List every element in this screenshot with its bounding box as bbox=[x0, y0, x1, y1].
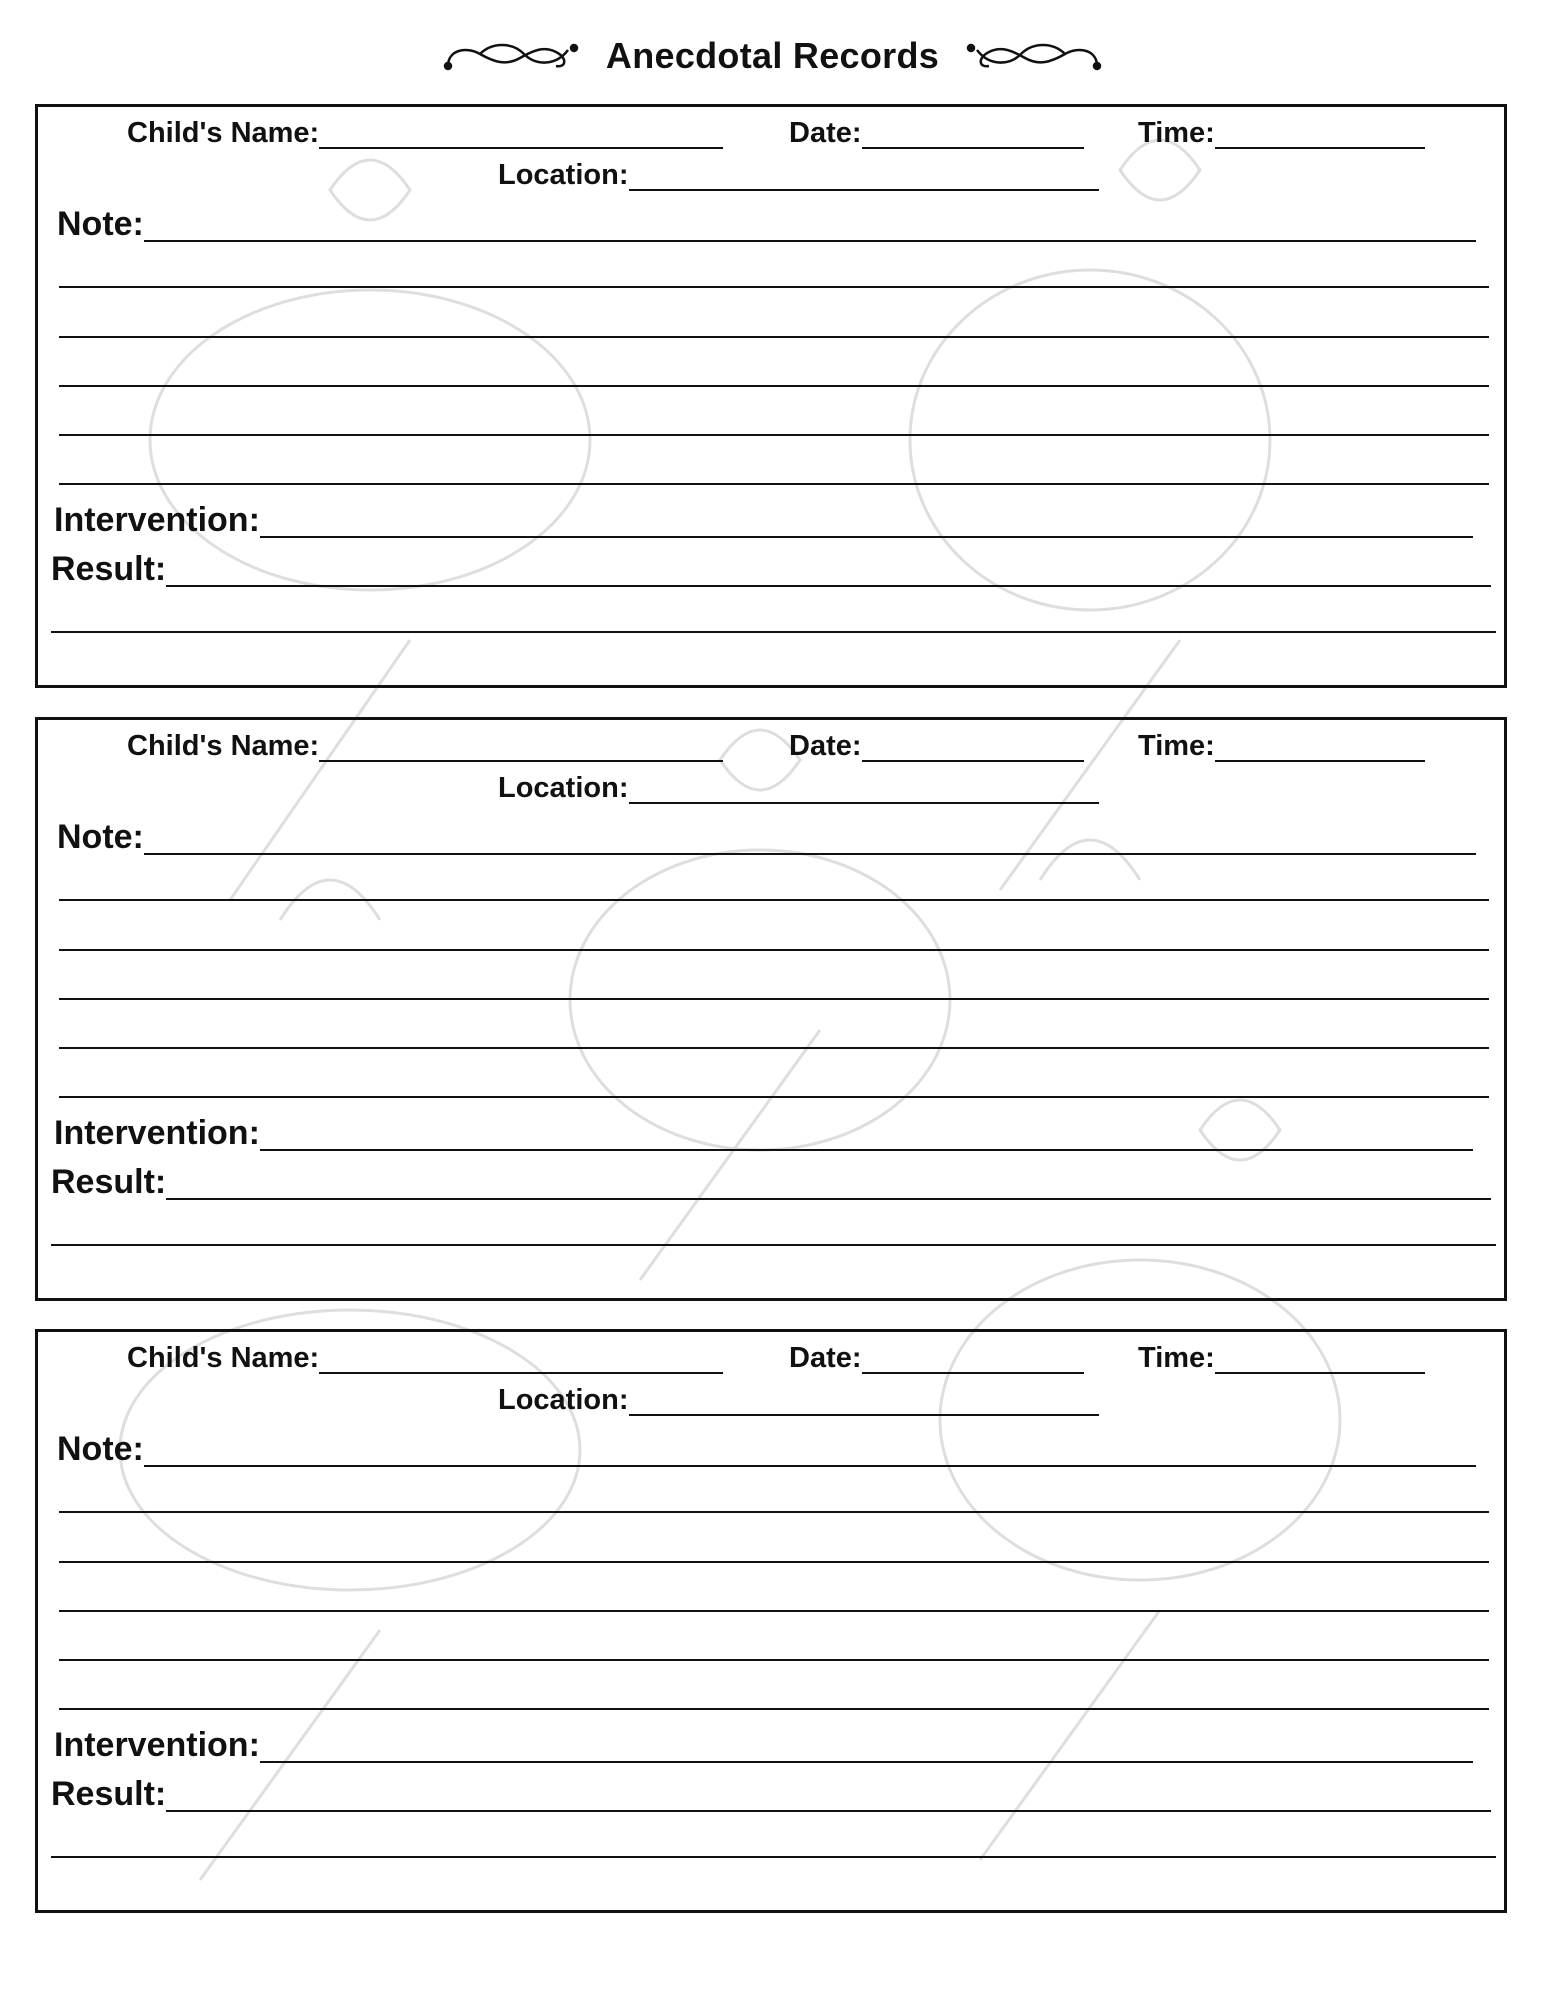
date-field[interactable] bbox=[862, 1372, 1084, 1374]
date-field[interactable] bbox=[862, 760, 1084, 762]
result-line[interactable] bbox=[51, 631, 1496, 633]
intervention-field[interactable] bbox=[260, 1149, 1473, 1151]
result-label: Result: bbox=[51, 550, 167, 588]
location-field[interactable] bbox=[629, 802, 1099, 804]
location-field[interactable] bbox=[629, 1414, 1099, 1416]
note-line[interactable] bbox=[59, 434, 1489, 436]
note-line[interactable] bbox=[59, 949, 1489, 951]
intervention-field[interactable] bbox=[260, 1761, 1473, 1763]
time-field[interactable] bbox=[1215, 1372, 1425, 1374]
location-label: Location: bbox=[498, 1384, 629, 1416]
note-line[interactable] bbox=[59, 899, 1489, 901]
note-line[interactable] bbox=[59, 1047, 1489, 1049]
intervention-label: Intervention: bbox=[54, 1114, 260, 1152]
note-field[interactable] bbox=[144, 1465, 1476, 1467]
result-field[interactable] bbox=[166, 585, 1491, 587]
note-line[interactable] bbox=[59, 1511, 1489, 1513]
record-box bbox=[35, 104, 1507, 688]
note-line[interactable] bbox=[59, 1659, 1489, 1661]
child-name-field[interactable] bbox=[319, 760, 723, 762]
time-label: Time: bbox=[1138, 117, 1215, 149]
location-field[interactable] bbox=[629, 189, 1099, 191]
intervention-field[interactable] bbox=[260, 536, 1473, 538]
child-name-label: Child's Name: bbox=[127, 730, 320, 762]
note-line[interactable] bbox=[59, 336, 1489, 338]
note-line[interactable] bbox=[59, 1096, 1489, 1098]
result-field[interactable] bbox=[166, 1810, 1491, 1812]
page-title: Anecdotal Records bbox=[605, 35, 940, 76]
note-line[interactable] bbox=[59, 286, 1489, 288]
note-label: Note: bbox=[57, 818, 144, 856]
date-label: Date: bbox=[789, 730, 862, 762]
note-line[interactable] bbox=[59, 483, 1489, 485]
time-label: Time: bbox=[1138, 730, 1215, 762]
result-line[interactable] bbox=[51, 1856, 1496, 1858]
location-label: Location: bbox=[498, 159, 629, 191]
result-label: Result: bbox=[51, 1775, 167, 1813]
note-line[interactable] bbox=[59, 1610, 1489, 1612]
result-field[interactable] bbox=[166, 1198, 1491, 1200]
location-label: Location: bbox=[498, 772, 629, 804]
time-field[interactable] bbox=[1215, 760, 1425, 762]
record-box bbox=[35, 1329, 1507, 1913]
child-name-field[interactable] bbox=[319, 1372, 723, 1374]
flourish-left-icon bbox=[440, 36, 580, 76]
date-field[interactable] bbox=[862, 147, 1084, 149]
note-line[interactable] bbox=[59, 998, 1489, 1000]
record-box bbox=[35, 717, 1507, 1301]
note-field[interactable] bbox=[144, 240, 1476, 242]
child-name-label: Child's Name: bbox=[127, 1342, 320, 1374]
intervention-label: Intervention: bbox=[54, 1726, 260, 1764]
result-line[interactable] bbox=[51, 1244, 1496, 1246]
note-label: Note: bbox=[57, 205, 144, 243]
note-line[interactable] bbox=[59, 1561, 1489, 1563]
child-name-label: Child's Name: bbox=[127, 117, 320, 149]
intervention-label: Intervention: bbox=[54, 501, 260, 539]
date-label: Date: bbox=[789, 117, 862, 149]
time-label: Time: bbox=[1138, 1342, 1215, 1374]
result-label: Result: bbox=[51, 1163, 167, 1201]
note-field[interactable] bbox=[144, 853, 1476, 855]
note-line[interactable] bbox=[59, 1708, 1489, 1710]
note-line[interactable] bbox=[59, 385, 1489, 387]
note-label: Note: bbox=[57, 1430, 144, 1468]
page-header bbox=[0, 30, 1545, 82]
flourish-right-icon bbox=[965, 36, 1105, 76]
date-label: Date: bbox=[789, 1342, 862, 1374]
child-name-field[interactable] bbox=[319, 147, 723, 149]
time-field[interactable] bbox=[1215, 147, 1425, 149]
